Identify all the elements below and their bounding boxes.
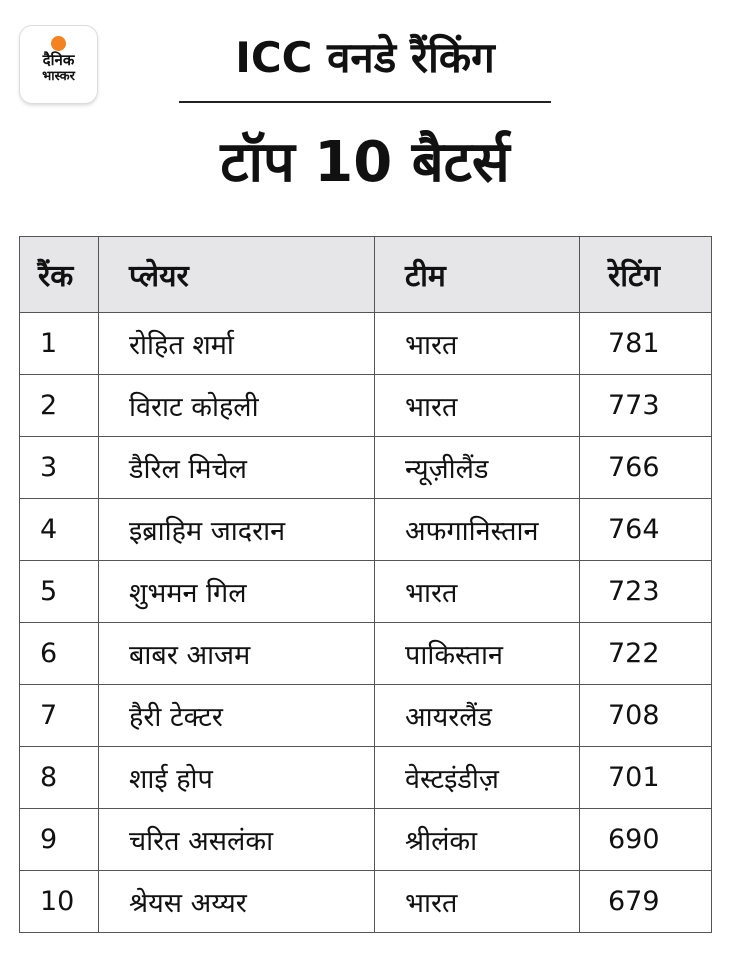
rating-cell: 764 (580, 499, 712, 561)
brand-name-line2: भास्कर (42, 69, 75, 84)
title-divider (179, 101, 551, 103)
team-cell: अफगानिस्तान (375, 499, 580, 561)
column-header-team: टीम (375, 237, 580, 313)
rating-cell: 708 (580, 685, 712, 747)
rank-cell: 5 (20, 561, 99, 623)
player-cell: शाई होप (99, 747, 375, 809)
rank-cell: 3 (20, 437, 99, 499)
column-header-player: प्लेयर (99, 237, 375, 313)
table-row (20, 809, 712, 871)
player-cell: शुभमन गिल (99, 561, 375, 623)
rating-cell: 690 (580, 809, 712, 871)
table-row (20, 313, 712, 375)
table-row (20, 499, 712, 561)
table-row (20, 437, 712, 499)
player-cell: बाबर आजम (99, 623, 375, 685)
rank-cell: 9 (20, 809, 99, 871)
brand-name-line1: दैनिक (42, 51, 75, 69)
rank-cell: 2 (20, 375, 99, 437)
rating-cell: 722 (580, 623, 712, 685)
player-cell: रोहित शर्मा (99, 313, 375, 375)
team-cell: भारत (375, 871, 580, 933)
player-cell: डैरिल मिचेल (99, 437, 375, 499)
table-row (20, 685, 712, 747)
team-cell: भारत (375, 313, 580, 375)
rating-cell: 701 (580, 747, 712, 809)
team-cell: भारत (375, 375, 580, 437)
rank-cell: 7 (20, 685, 99, 747)
rating-cell: 723 (580, 561, 712, 623)
brand-logo (20, 26, 97, 103)
team-cell: आयरलैंड (375, 685, 580, 747)
rating-cell: 679 (580, 871, 712, 933)
column-header-rating: रेटिंग (580, 237, 712, 313)
player-cell: इब्राहिम जादरान (99, 499, 375, 561)
player-cell: विराट कोहली (99, 375, 375, 437)
table-row (20, 623, 712, 685)
page-title: टॉप 10 बैटर्स (220, 130, 510, 195)
rank-cell: 1 (20, 313, 99, 375)
sun-icon (51, 36, 66, 51)
rating-cell: 766 (580, 437, 712, 499)
rank-cell: 10 (20, 871, 99, 933)
table-row (20, 561, 712, 623)
table-row (20, 375, 712, 437)
rank-cell: 6 (20, 623, 99, 685)
team-cell: श्रीलंका (375, 809, 580, 871)
column-header-rank: रैंक (20, 237, 99, 313)
table-row (20, 747, 712, 809)
player-cell: हैरी टेक्टर (99, 685, 375, 747)
team-cell: पाकिस्तान (375, 623, 580, 685)
rank-cell: 8 (20, 747, 99, 809)
team-cell: वेस्टइंडीज़ (375, 747, 580, 809)
player-cell: श्रेयस अय्यर (99, 871, 375, 933)
table-row (20, 871, 712, 933)
team-cell: न्यूज़ीलैंड (375, 437, 580, 499)
table-header-row (20, 237, 712, 313)
rank-cell: 4 (20, 499, 99, 561)
rating-cell: 781 (580, 313, 712, 375)
page-subtitle: ICC वनडे रैंकिंग (235, 33, 495, 82)
rating-cell: 773 (580, 375, 712, 437)
team-cell: भारत (375, 561, 580, 623)
ranking-table (19, 236, 712, 933)
player-cell: चरित असलंका (99, 809, 375, 871)
